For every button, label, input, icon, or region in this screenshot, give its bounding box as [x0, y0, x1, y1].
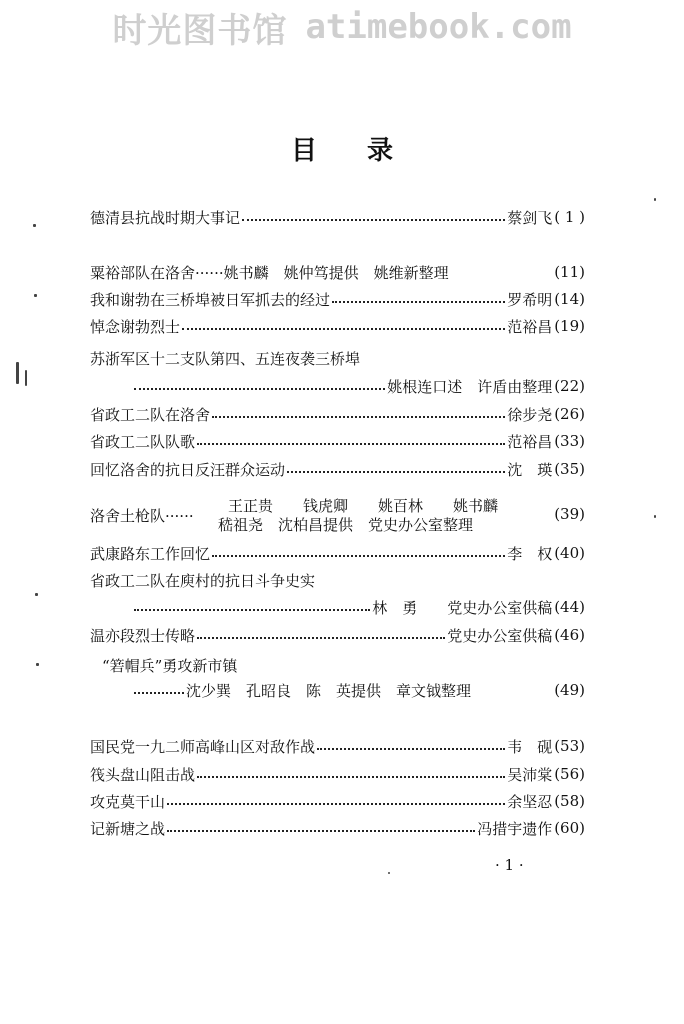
page-title: [0, 130, 684, 167]
toc-entry-title: 德清县抗战时期大事记: [90, 208, 241, 227]
scan-speck: [33, 224, 36, 227]
scan-speck: [654, 198, 656, 201]
toc-entry: [90, 761, 585, 787]
toc-entry-author: 沈少巽 孔昭良 陈 英提供 章文钺整理: [186, 681, 472, 700]
toc-entry: [90, 456, 585, 482]
toc-entry-title: 记新塘之战: [90, 819, 166, 838]
toc-entry-title: 国民党一九二师高峰山区对敌作战: [90, 737, 316, 756]
toc-entry: [90, 313, 585, 339]
toc-entry: [90, 540, 585, 566]
leader-dots: [182, 328, 505, 330]
toc-entry-author: 余坚忍: [507, 792, 553, 811]
leader-dots: [212, 555, 505, 557]
toc-entry-author: 冯措宇遗作: [477, 819, 553, 838]
scan-speck: [654, 515, 656, 518]
toc-entry-title: 回忆洛舍的抗日反汪群众运动: [90, 460, 286, 479]
toc-entry-page: (22): [554, 377, 585, 395]
toc-entry-author: 吴沛棠: [507, 765, 553, 784]
toc-entry-author: 姚根连口述 许盾由整理: [387, 377, 553, 396]
toc-entry: [132, 373, 585, 399]
toc-entry-page: (44): [554, 598, 585, 616]
toc-entry-author: 罗希明: [507, 290, 553, 309]
toc-entry: [90, 788, 585, 814]
toc-entry-page: (35): [554, 460, 585, 478]
toc-entry-author: 韦 砚: [507, 737, 553, 756]
toc-entry-author: 党史办公室供稿: [447, 626, 553, 645]
toc-entry-title: 苏浙军区十二支队第四、五连夜袭三桥埠: [90, 350, 361, 368]
toc-entry-title: “箬帽兵”勇攻新市镇: [102, 657, 238, 675]
toc-entry-author: 沈 瑛: [507, 460, 553, 479]
leader-dots: [134, 609, 370, 611]
toc-entry-author: 范裕昌: [507, 432, 553, 451]
toc-entry-page: (56): [554, 765, 585, 783]
watermark: [0, 0, 684, 54]
leader-dots: [212, 416, 505, 418]
toc-entry-title: 我和谢勃在三桥埠被日军抓去的经过: [90, 290, 331, 309]
watermark-domain: atimebook.com: [305, 7, 572, 47]
toc-entry-page: (40): [554, 544, 585, 562]
toc-entry-page: (11): [554, 263, 585, 281]
leader-dots: [197, 776, 505, 778]
toc-entry-title: 洛舍土枪队······: [90, 507, 194, 525]
toc-entry-title: 省政工二队在洛舍: [90, 405, 211, 424]
toc-entry: [90, 286, 585, 312]
leader-dots: [167, 830, 475, 832]
toc-entry-title: 武康路东工作回忆: [90, 544, 211, 563]
toc-entry: [90, 259, 585, 285]
scan-speck: [388, 872, 390, 874]
leader-dots: [332, 301, 505, 303]
leader-dots: [242, 219, 505, 221]
toc-entry: [90, 495, 585, 535]
toc-entry-page: (33): [554, 432, 585, 450]
toc-entry: [132, 677, 585, 703]
toc-entry-title: 温亦段烈士传略: [90, 626, 196, 645]
title-char-1: 目: [290, 136, 317, 166]
toc-entry-page: (39): [554, 505, 585, 523]
leader-dots: [197, 637, 445, 639]
toc-entry-title: 悼念谢勃烈士: [90, 317, 181, 336]
scan-speck: [35, 593, 38, 596]
scan-speck: [34, 294, 37, 297]
scan-speck: [16, 362, 19, 384]
toc-entry: [90, 204, 585, 230]
toc-entry: [90, 815, 585, 841]
page-number: · 1 ·: [495, 856, 524, 874]
leader-dots: [134, 692, 184, 694]
leader-dots: [317, 748, 505, 750]
toc-entry-author: 徐步尧: [507, 405, 553, 424]
watermark-cn: 时光图书馆: [112, 10, 288, 51]
leader-dots: [134, 388, 385, 390]
scan-speck: [25, 370, 27, 386]
toc-entry: [90, 622, 585, 648]
toc-entry: [90, 428, 585, 454]
scan-speck: [36, 663, 39, 666]
toc-entry-title: 省政工二队在庾村的抗日斗争史实: [90, 572, 316, 590]
leader-dots: [197, 443, 505, 445]
toc-entry-author: 李 权: [507, 544, 553, 563]
toc-entry-page: (14): [554, 290, 585, 308]
toc-entry-author: 蔡剑飞: [507, 208, 553, 227]
toc-entry-page: (53): [554, 737, 585, 755]
leader-dots: [167, 803, 505, 805]
toc-entry-page: (46): [554, 626, 585, 644]
toc-entry-page: ( 1 ): [554, 208, 585, 226]
toc-entry-author: 范裕昌: [507, 317, 553, 336]
toc-entry-page: (60): [554, 819, 585, 837]
toc-entry-page: (26): [554, 405, 585, 423]
toc-entry-page: (49): [554, 681, 585, 699]
toc-entry-page: (19): [554, 317, 585, 335]
toc-entry-credit-line-2: 嵇祖尧 沈柏昌提供 党史办公室整理: [218, 516, 474, 534]
toc-entry: [90, 733, 585, 759]
toc-entry-title: 粟裕部队在洛舍······姚书麟 姚仲笃提供 姚维新整理: [90, 263, 449, 282]
toc-entry: [90, 401, 585, 427]
leader-dots: [287, 471, 505, 473]
title-char-2: 录: [367, 136, 394, 166]
toc-entry: [132, 594, 585, 620]
toc-entry-page: (58): [554, 792, 585, 810]
toc-entry-title: 省政工二队队歌: [90, 432, 196, 451]
toc-entry-author: 林 勇 党史办公室供稿: [372, 598, 553, 617]
toc-entry-credit-line-1: 王正贵 钱虎卿 姚百林 姚书麟: [228, 497, 499, 515]
toc-entry-title: 筏头盘山阻击战: [90, 765, 196, 784]
toc-entry-title: 攻克莫干山: [90, 792, 166, 811]
